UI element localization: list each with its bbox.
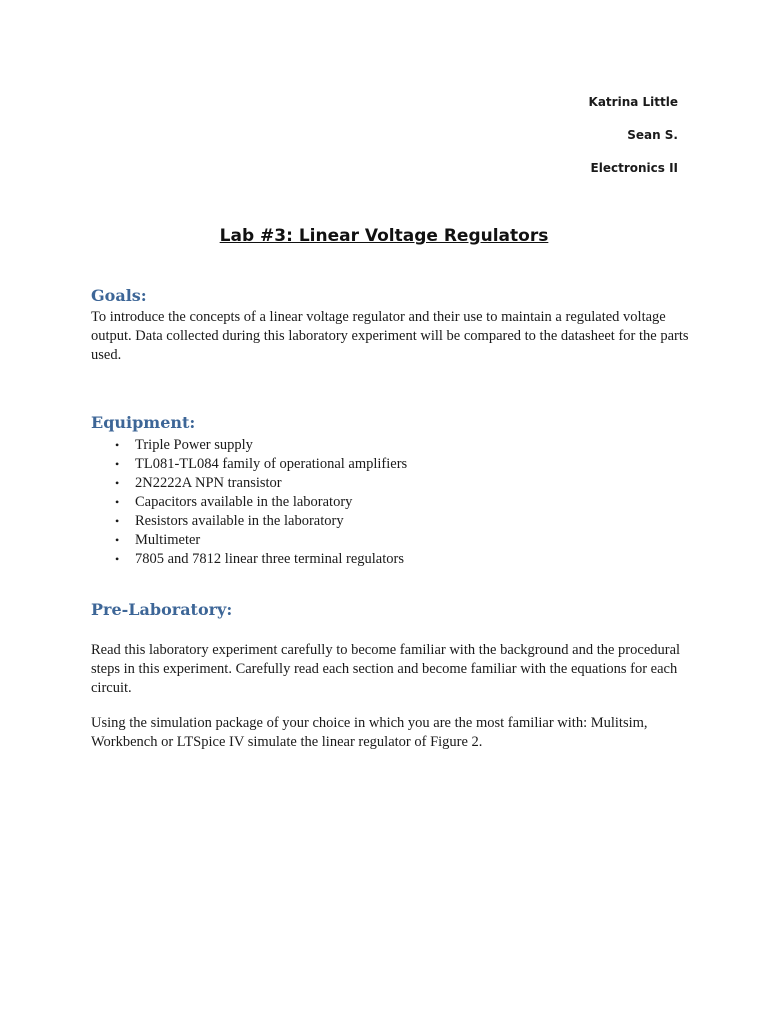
goals-heading: Goals: [91, 286, 147, 305]
author-name-2: Sean S. [627, 128, 678, 142]
list-item: • Multimeter [115, 532, 201, 548]
list-item: • Resistors available in the laboratory [115, 513, 344, 529]
bullet-icon: • [115, 457, 120, 471]
equipment-list [91, 436, 407, 569]
bullet-icon: • [115, 514, 120, 528]
list-item: • 2N2222A NPN transistor [115, 475, 282, 491]
bullet-icon: • [115, 495, 120, 509]
course-name: Electronics II [590, 161, 678, 175]
list-item: • TL081-TL084 family of operational amplifiers [115, 456, 408, 472]
list-item: • Triple Power supply [115, 437, 253, 453]
list-item: • Capacitors available in the laboratory [115, 494, 353, 510]
bullet-icon: • [115, 476, 120, 490]
list-item: • 7805 and 7812 linear three terminal regulators [115, 551, 404, 567]
author-header [589, 92, 678, 191]
prelab-heading: Pre-Laboratory: [91, 600, 233, 619]
bullet-icon: • [115, 552, 120, 566]
author-name-1: Katrina Little [588, 95, 678, 109]
goals-text: To introduce the concepts of a linear voltage regulator and their use to maintain a regulated voltage output. Data collected during this laboratory experiment will be compared to the datasheet for the parts used. [91, 309, 689, 363]
bullet-icon: • [115, 438, 120, 452]
bullet-icon: • [115, 533, 120, 547]
document-title: Lab #3: Linear Voltage Regulators [219, 226, 549, 246]
equipment-heading: Equipment: [91, 413, 196, 432]
prelab-paragraph-2: Using the simulation package of your choice in which you are the most familiar with: Mulitsim, Workbench or LTSpice IV simulate the linear regulator of Figure 2. [91, 715, 648, 750]
prelab-paragraph-1: Read this laboratory experiment carefully to become familiar with the background and the procedural steps in this experiment. Carefully read each section and become familiar with the equations for each circuit. [91, 642, 681, 696]
